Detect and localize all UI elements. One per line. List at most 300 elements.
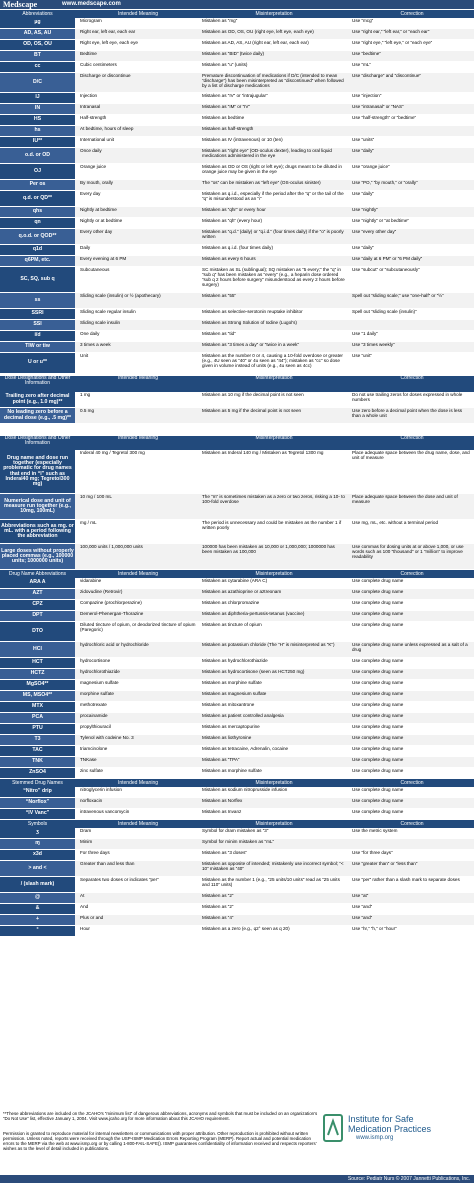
- misinterpretation-cell: Mistaken as hydrocortisone (seen as HCT250 mg): [202, 669, 305, 674]
- header-cell: Dose Designations and Other Information: [4, 375, 71, 386]
- abbreviation-cell: ZnSO4: [0, 768, 75, 778]
- abbreviation-cell: x3d: [0, 850, 75, 860]
- abbreviation-cell: “Nitro” drip: [0, 787, 75, 797]
- misinterpretation-cell: Mistaken as potassium chloride (The “H” is misinterpreted as “K”): [202, 642, 335, 647]
- table-row: [0, 839, 474, 850]
- correction-cell: Use the metric system: [352, 828, 398, 833]
- meaning-cell: Every day: [80, 191, 101, 196]
- misinterpretation-cell: Mistaken as mitoxantrone: [202, 702, 255, 707]
- ismp-url[interactable]: www.ismp.org: [356, 1135, 394, 1141]
- meaning-cell: Greater than and less than: [80, 861, 135, 866]
- table-row: [0, 293, 474, 309]
- table-row: [0, 904, 474, 915]
- misinterpretation-cell: Mistaken as “right eye” (OD-oculus dexter), leading to oral liquid medications administered in the eye: [202, 148, 332, 159]
- table-row: [0, 51, 474, 62]
- correction-cell: Spell out “sliding scale;” use “one-half” or “½”: [352, 293, 444, 298]
- correction-cell: Place adequate space between the dose and unit of measure: [352, 494, 458, 505]
- meaning-cell: Nightly at bedtime: [80, 207, 117, 212]
- correction-cell: Use complete drug name: [352, 578, 404, 583]
- table-row: [0, 29, 474, 40]
- abbreviation-cell: µg: [0, 18, 75, 28]
- header-cell: Misinterpretation: [255, 571, 293, 577]
- abbreviation-cell: o.d. or OD: [0, 148, 75, 163]
- correction-cell: Use “PO,” “by mouth,” or “orally”: [352, 180, 418, 185]
- abbreviation-cell: PCA: [0, 713, 75, 723]
- misinterpretation-cell: Mistaken as “55”: [202, 293, 236, 298]
- correction-cell: [350, 126, 474, 137]
- misinterpretation-cell: Mistaken as tincture of opium: [202, 622, 262, 627]
- header-cell: Misinterpretation: [255, 821, 293, 827]
- header-cell: Misinterpretation: [255, 780, 293, 786]
- abbreviation-cell: MS, MSO4**: [0, 691, 75, 701]
- ismp-line2: Medication Practices: [348, 1124, 432, 1134]
- correction-cell: Use “subcut” or “subcutaneously”: [352, 267, 420, 272]
- correction-cell: Use mg, mL, etc. without a terminal period: [352, 520, 439, 525]
- table-row: [0, 148, 474, 164]
- table-row: [0, 915, 474, 926]
- abbreviation-cell: HCTZ: [0, 669, 75, 679]
- table-row: [0, 578, 474, 589]
- table-row: [0, 713, 474, 724]
- meaning-cell: By mouth, orally: [80, 180, 113, 185]
- meaning-cell: 100,000 units / 1,000,000 units: [80, 544, 143, 549]
- correction-cell: Use “nightly” or “at bedtime”: [352, 218, 409, 223]
- table-row: [0, 658, 474, 669]
- misinterpretation-cell: Mistaken as chlorpromazine: [202, 600, 260, 605]
- misinterpretation-cell: Mistaken as q.i.d. (four times daily): [202, 245, 273, 250]
- footnote: **These abbreviations are included on the JCAHO’s “minimum list” of dangerous abbreviations, acronyms and symbols that must be included on an organization’s “Do Not Use” list, effective January 1, 2004. Visit www.jcaho.org for more information about this JCAHO requirement.: [3, 1111, 318, 1121]
- table-row: [0, 353, 474, 374]
- misinterpretation-cell: Mistaken as patient controlled analgesia: [202, 713, 284, 718]
- abbreviation-cell: MgSO4**: [0, 680, 75, 690]
- meaning-cell: zidovudine (Retrovir): [80, 589, 123, 594]
- meaning-cell: Plus or and: [80, 915, 104, 920]
- correction-cell: Use complete drug name: [352, 713, 404, 718]
- abbreviation-cell: No leading zero before a decimal dose (e.g., .5 mg)**: [0, 408, 75, 423]
- correction-cell: Use complete drug name: [352, 611, 404, 616]
- meaning-cell: morphine sulfate: [80, 691, 114, 696]
- correction-cell: Use complete drug name: [352, 735, 404, 740]
- abbreviation-cell: PTU: [0, 724, 75, 734]
- correction-cell: Use complete drug name: [352, 702, 404, 707]
- correction-cell: [350, 320, 474, 331]
- abbreviation-cell: IU**: [0, 137, 75, 147]
- header-cell: Correction: [400, 435, 424, 441]
- misinterpretation-cell: Mistaken as “TPA”: [202, 757, 240, 762]
- correction-cell: Use “nightly”: [352, 207, 378, 212]
- table-row: [0, 207, 474, 218]
- correction-cell: Use “mL”: [352, 62, 371, 67]
- table-row: [0, 735, 474, 746]
- meaning-cell: propylthiouracil: [80, 724, 111, 729]
- correction-cell: Use “greater than” or “less than”: [352, 861, 418, 866]
- correction-cell: Use “and”: [352, 904, 373, 909]
- correction-cell: Use complete drug name: [352, 600, 404, 605]
- misinterpretation-cell: Mistaken as azathioprine or aztreonam: [202, 589, 282, 594]
- table-row: [0, 611, 474, 622]
- misinterpretation-cell: The period is unnecessary and could be mistaken as the number 1 if written poorly: [202, 520, 342, 531]
- meaning-cell: Injection: [80, 93, 98, 98]
- site-url[interactable]: www.medscape.com: [62, 1, 121, 7]
- misinterpretation-cell: Mistaken as a zero (e.g., q2° seen as q 20): [202, 926, 290, 931]
- meaning-cell: Compazine (prochlorperazine): [80, 600, 142, 605]
- header-cell: Intended Meaning: [117, 821, 159, 827]
- misinterpretation-cell: Mistaken as bedtime: [202, 115, 245, 120]
- abbreviation-cell: HCT: [0, 658, 75, 668]
- table-row: [0, 809, 474, 820]
- correction-cell: Use “hr,” “h,” or “hour”: [352, 926, 397, 931]
- table-row: [0, 520, 474, 544]
- meaning-cell: Inderal 40 mg / Tegretol 300 mg: [80, 450, 145, 455]
- misinterpretation-cell: Mistaken as “u” (units): [202, 62, 248, 67]
- misinterpretation-cell: Mistaken as 10 mg if the decimal point is not seen: [202, 392, 304, 397]
- header-cell: Misinterpretation: [255, 435, 293, 441]
- abbreviation-cell: i/d: [0, 331, 75, 341]
- abbreviation-cell: ʒ: [0, 828, 75, 838]
- meaning-cell: Discharge or discontinue: [80, 73, 131, 78]
- header-cell: Abbreviations: [22, 11, 53, 17]
- correction-cell: Use complete drug name: [352, 809, 404, 814]
- correction-cell: Use complete drug name: [352, 724, 404, 729]
- header-cell: Symbols: [27, 821, 48, 827]
- meaning-cell: At bedtime, hours of sleep: [80, 126, 134, 131]
- header-cell: Intended Meaning: [117, 11, 159, 17]
- table-row: [0, 850, 474, 861]
- misinterpretation-cell: Mistaken as OD or OS (right or left eye); drugs meant to be diluted in orange juice may be given in the eye: [202, 164, 342, 175]
- misinterpretation-cell: Mistaken as the number 0 or 4, causing a 10-fold overdose or greater (e.g., 4U seen as “40” or 4u seen as “44”); mistaken as “cc” so dose given in volume instead of units (e.g., 4u seen as 4cc): [202, 353, 343, 369]
- misinterpretation-cell: Mistaken as “IM” or “IV”: [202, 104, 250, 109]
- misinterpretation-cell: 100000 has been mistaken as 10,000 or 1,000,000; 1000000 has been mistaken as 100,000: [202, 544, 335, 555]
- table-row: [0, 702, 474, 713]
- abbreviation-cell: HCl: [0, 642, 75, 657]
- misinterpretation-cell: Mistaken as “BID” (twice daily): [202, 51, 265, 56]
- table-row: [0, 229, 474, 245]
- header-cell: Intended Meaning: [117, 571, 159, 577]
- table-row: [0, 115, 474, 126]
- abbreviation-cell: TAC: [0, 746, 75, 756]
- permission-note: Permission is granted to reproduce material for internal newsletters or communications with proper attribution. Other reproduction is prohibited without written permission. Unless noted, reports were received through the USP-ISMP Medication Errors Reporting Program (MERP). Report actual and potential medication errors to the MERP via the web at www.ismp.org or by calling 1-800-FAIL-SAFE(). ISMP guarantees confidentiality of information received and respects reporters’ wishes as to the level of detail included in publications.: [3, 1131, 317, 1151]
- abbreviation-cell: IN: [0, 104, 75, 114]
- meaning-cell: magnesium sulfate: [80, 680, 119, 685]
- abbreviation-cell: “IV Vanc”: [0, 809, 75, 819]
- correction-cell: Use complete drug name: [352, 691, 404, 696]
- misinterpretation-cell: Mistaken as OD, OS, OU (right eye, left eye, each eye): [202, 29, 314, 34]
- header-cell: Misinterpretation: [255, 375, 293, 381]
- misinterpretation-cell: Mistaken as “3 doses”: [202, 850, 247, 855]
- meaning-cell: One daily: [80, 331, 100, 336]
- meaning-cell: Minim: [80, 839, 93, 844]
- misinterpretation-cell: Mistaken as diphtheria-pertussis-tetanus (vaccine): [202, 611, 305, 616]
- abbreviation-cell: AZT: [0, 589, 75, 599]
- abbreviation-cell: q6PM, etc.: [0, 256, 75, 266]
- correction-cell: Use “intranasal” or “NAS”: [352, 104, 404, 109]
- correction-cell: Use complete drug name unless expressed as a salt of a drug: [352, 642, 468, 653]
- meaning-cell: Nightly or at bedtime: [80, 218, 123, 223]
- table-row: [0, 787, 474, 798]
- correction-cell: Use “every other day”: [352, 229, 397, 234]
- meaning-cell: 0.5 mg: [80, 408, 95, 413]
- table-row: [0, 544, 474, 570]
- correction-cell: Use “unit”: [352, 353, 372, 358]
- abbreviation-cell: +: [0, 915, 75, 925]
- meaning-cell: For three days: [80, 850, 110, 855]
- table-header: [0, 820, 474, 828]
- misinterpretation-cell: Mistaken as cytarabine (ARA C): [202, 578, 268, 583]
- correction-cell: Use “at”: [352, 893, 369, 898]
- top-bar: [0, 0, 474, 9]
- misinterpretation-cell: Mistaken as “q.d.” (daily) or “q.i.d.” (four times daily) if the “o” is poorly written: [202, 229, 344, 240]
- misinterpretation-cell: Mistaken as “2”: [202, 904, 234, 909]
- abbreviation-cell: cc: [0, 62, 75, 72]
- header-cell: Dose Designations and Other Information: [4, 435, 71, 446]
- misinterpretation-cell: Mistaken as “4”: [202, 915, 234, 920]
- abbreviation-cell: Abbreviations such as mg. or mL. with a period following the abbreviation: [0, 520, 75, 543]
- correction-cell: Use “and”: [352, 915, 373, 920]
- abbreviation-cell: Trailing zero after decimal point (e.g., 1.0 mg)**: [0, 392, 75, 407]
- meaning-cell: hydrochloric acid or hydrochloride: [80, 642, 149, 647]
- misinterpretation-cell: The “m” is sometimes mistaken as a zero or two zeros, risking a 10- to 100-fold overdose: [202, 494, 345, 505]
- misinterpretation-cell: The “os” can be mistaken as “left eye” (OS-oculus sinister): [202, 180, 321, 185]
- table-row: [0, 256, 474, 267]
- meaning-cell: Bedtime: [80, 51, 97, 56]
- misinterpretation-cell: Mistaken as mercaptopurine: [202, 724, 260, 729]
- meaning-cell: Half-strength: [80, 115, 107, 120]
- table-row: [0, 622, 474, 642]
- meaning-cell: Demerol-Phenergan-Thorazine: [80, 611, 144, 616]
- header-cell: Stemmed Drug Names: [12, 780, 63, 786]
- abbreviation-cell: HS: [0, 115, 75, 125]
- correction-cell: Use commas for dosing units at or above 1,000, or use words such as 100 “thousand” or 1 “million” to improve readability: [352, 544, 464, 560]
- meaning-cell: And: [80, 904, 89, 909]
- correction-cell: Use “right ear,” “left ear,” or “each ear”: [352, 29, 430, 34]
- misinterpretation-cell: Mistaken as sodium nitroprusside infusion: [202, 787, 288, 792]
- abbreviation-cell: ss: [0, 293, 75, 308]
- meaning-cell: International unit: [80, 137, 114, 142]
- misinterpretation-cell: Mistaken as opposite of intended; mistakenly use incorrect symbol; “< 10” mistaken as “40”: [202, 861, 344, 872]
- meaning-cell: Sliding scale insulin: [80, 320, 121, 325]
- table-row: [0, 104, 474, 115]
- meaning-cell: Separates two doses or indicates “per”: [80, 877, 159, 882]
- meaning-cell: Daily: [80, 245, 91, 250]
- misinterpretation-cell: Mistaken as q.i.d., especially if the period after the “q” or the tail of the “q” is misunderstood as an “i”: [202, 191, 344, 202]
- misinterpretation-cell: Premature discontinuation of medications if D/C (intended to mean “discharge”) has been misinterpreted as “discontinued” when followed by a list of discharge medications: [202, 73, 344, 89]
- table-row: [0, 191, 474, 207]
- correction-cell: Use complete drug name: [352, 680, 404, 685]
- table-row: [0, 877, 474, 893]
- table-row: [0, 62, 474, 73]
- meaning-cell: At: [80, 893, 85, 898]
- abbreviation-cell: OJ: [0, 164, 75, 179]
- table-row: [0, 320, 474, 331]
- table-row: [0, 861, 474, 877]
- abbreviation-cell: BT: [0, 51, 75, 61]
- table-row: [0, 218, 474, 229]
- abbreviation-cell: ARA A: [0, 578, 75, 588]
- misinterpretation-cell: Symbol for minim mistaken as “mL”: [202, 839, 274, 844]
- table-row: [0, 73, 474, 93]
- misinterpretation-cell: Mistaken as hydrochlorothiazide: [202, 658, 268, 663]
- table-row: [0, 137, 474, 148]
- abbreviation-cell: °: [0, 926, 75, 936]
- table-row: [0, 126, 474, 137]
- meaning-cell: 10 mg / 100 mL: [80, 494, 112, 499]
- correction-cell: Use complete drug name: [352, 746, 404, 751]
- correction-cell: Spell out “sliding scale (insulin)”: [352, 309, 417, 314]
- table-header: [0, 436, 474, 450]
- abbreviation-cell: “Norflox”: [0, 798, 75, 808]
- meaning-cell: mg / mL: [80, 520, 97, 525]
- meaning-cell: Orange juice: [80, 164, 107, 169]
- abbreviation-cell: qhs: [0, 207, 75, 217]
- misinterpretation-cell: Mistaken as Inderal 140 mg / Mistaken as Tegretol 1300 mg: [202, 450, 324, 455]
- meaning-cell: triamcinolone: [80, 746, 108, 751]
- correction-cell: [350, 839, 474, 850]
- meaning-cell: Every other day: [80, 229, 113, 234]
- abbreviation-cell: DPT: [0, 611, 75, 621]
- ismp-emblem-icon: [322, 1113, 344, 1143]
- abbreviation-cell: U or u**: [0, 353, 75, 373]
- table-row: [0, 757, 474, 768]
- meaning-cell: hydrochlorothiazide: [80, 669, 120, 674]
- meaning-cell: intravenous vancomycin: [80, 809, 130, 814]
- meaning-cell: hydrocortisone: [80, 658, 111, 663]
- meaning-cell: zinc sulfate: [80, 768, 103, 773]
- correction-cell: Use “daily”: [352, 148, 374, 153]
- abbreviation-cell: Drug name and dose run together (especially problematic for drug names that end in “l” such as Inderal40 mg; Tegretol300 mg): [0, 450, 75, 493]
- meaning-cell: TNKase: [80, 757, 97, 762]
- misinterpretation-cell: Mistaken as the number 1 (e.g., “25 units/10 units” read as “25 units and 110” units): [202, 877, 340, 888]
- table-row: [0, 18, 474, 29]
- source-bar: Source: Pediatr Nurs © 2007 Jannetti Publications, Inc.: [0, 1175, 474, 1183]
- misinterpretation-cell: Mistaken as morphine sulfate: [202, 768, 262, 773]
- meaning-cell: Tylenol with codeine No. 3: [80, 735, 134, 740]
- abbreviation-cell: TNK: [0, 757, 75, 767]
- abbreviation-cell: AD, AS, AU: [0, 29, 75, 39]
- correction-cell: Use complete drug name: [352, 757, 404, 762]
- misinterpretation-cell: Mistaken as “qhr” or every hour: [202, 207, 266, 212]
- misinterpretation-cell: Mistaken as Strong Solution of Iodine (Lugol’s): [202, 320, 297, 325]
- meaning-cell: Right eye, left eye, each eye: [80, 40, 138, 45]
- table-row: [0, 180, 474, 191]
- table-header: [0, 570, 474, 578]
- misinterpretation-cell: Mistaken as IV (intravenous) or 10 (ten): [202, 137, 283, 142]
- meaning-cell: Intranasal: [80, 104, 101, 109]
- misinterpretation-cell: Mistaken as “IV” or “intrajugular”: [202, 93, 268, 98]
- misinterpretation-cell: Mistaken as 5 mg if the decimal point is not seen: [202, 408, 302, 413]
- table-row: [0, 494, 474, 520]
- misinterpretation-cell: Mistaken as morphine sulfate: [202, 680, 262, 685]
- correction-cell: Use “discharge” and “discontinue”: [352, 73, 421, 78]
- table-row: [0, 245, 474, 256]
- abbreviation-cell: Numerical dose and unit of measure run together (e.g., 10mg, 100mL): [0, 494, 75, 519]
- abbreviation-cell: > and <: [0, 861, 75, 876]
- correction-cell: Use “units”: [352, 137, 375, 142]
- header-cell: Drug Name Abbreviations: [9, 571, 66, 577]
- meaning-cell: Sliding scale (insulin) or ½ (apothecary): [80, 293, 161, 298]
- abbreviation-cell: CPZ: [0, 600, 75, 610]
- correction-cell: Use “daily at 6 PM” or “6 PM daily”: [352, 256, 423, 261]
- meaning-cell: Dram: [80, 828, 92, 833]
- misinterpretation-cell: Mistaken as “tid”: [202, 331, 236, 336]
- misinterpretation-cell: Mistaken as liothyronine: [202, 735, 252, 740]
- correction-cell: Use “daily”: [352, 245, 374, 250]
- meaning-cell: Microgram: [80, 18, 102, 23]
- table-row: [0, 642, 474, 658]
- misinterpretation-cell: Mistaken as magnesium sulfate: [202, 691, 267, 696]
- meaning-cell: Hour: [80, 926, 90, 931]
- meaning-cell: Subcutaneous: [80, 267, 110, 272]
- table-row: [0, 926, 474, 937]
- abbreviation-cell: Large doses without properly placed commas (e.g., 100000 units; 1000000 units): [0, 544, 75, 569]
- header-cell: Misinterpretation: [255, 11, 293, 17]
- table-row: [0, 589, 474, 600]
- misinterpretation-cell: Mistaken as half-strength: [202, 126, 254, 131]
- table-header: [0, 779, 474, 787]
- meaning-cell: procainamide: [80, 713, 108, 718]
- table-header: [0, 10, 474, 18]
- abbreviation-cell: qn: [0, 218, 75, 228]
- correction-cell: Use complete drug name: [352, 589, 404, 594]
- misinterpretation-cell: Mistaken as “3 times a day” or “twice in a week”: [202, 342, 300, 347]
- correction-cell: Use “injection”: [352, 93, 382, 98]
- meaning-cell: Cubic centimeters: [80, 62, 117, 67]
- abbreviation-cell: OD, OS, OU: [0, 40, 75, 50]
- table-row: [0, 680, 474, 691]
- abbreviation-cell: @: [0, 893, 75, 903]
- table-row: [0, 600, 474, 611]
- correction-cell: Use “1 daily”: [352, 331, 378, 336]
- table-row: [0, 798, 474, 809]
- misinterpretation-cell: Mistaken as selective-serotonin reuptake inhibitor: [202, 309, 303, 314]
- abbreviation-cell: IJ: [0, 93, 75, 103]
- misinterpretation-cell: Mistaken as AD, AS, AU (right ear, left ear, each ear): [202, 40, 309, 45]
- header-cell: Intended Meaning: [117, 435, 159, 441]
- table-row: [0, 93, 474, 104]
- abbreviation-cell: q1d: [0, 245, 75, 255]
- correction-cell: Use “3 times weekly”: [352, 342, 395, 347]
- correction-cell: Use complete drug name: [352, 658, 404, 663]
- table-row: [0, 893, 474, 904]
- table-row: [0, 828, 474, 839]
- correction-cell: Use “right eye,” “left eye,” or “each eye”: [352, 40, 433, 45]
- abbreviation-cell: ɱ: [0, 839, 75, 849]
- misinterpretation-cell: Mistaken as “mg”: [202, 18, 238, 23]
- correction-cell: Use complete drug name: [352, 622, 404, 627]
- misinterpretation-cell: Mistaken as Invanz: [202, 809, 242, 814]
- header-cell: Correction: [400, 780, 424, 786]
- table-row: [0, 342, 474, 353]
- table-row: [0, 392, 474, 408]
- meaning-cell: Unit: [80, 353, 89, 358]
- table-row: [0, 450, 474, 494]
- correction-cell: Place adequate space between the drug name, dose, and unit of measure: [352, 450, 470, 461]
- header-cell: Intended Meaning: [117, 780, 159, 786]
- misinterpretation-cell: Mistaken as “2”: [202, 893, 234, 898]
- correction-cell: Do not use trailing zeros for doses expressed in whole numbers: [352, 392, 463, 403]
- meaning-cell: norfloxacin: [80, 798, 103, 803]
- table-row: [0, 164, 474, 180]
- correction-cell: Use complete drug name: [352, 787, 404, 792]
- header-cell: Intended Meaning: [117, 375, 159, 381]
- correction-cell: Use “mcg”: [352, 18, 374, 23]
- table-row: [0, 267, 474, 293]
- table-row: [0, 408, 474, 424]
- header-cell: Correction: [400, 821, 424, 827]
- header-cell: Correction: [400, 571, 424, 577]
- correction-cell: Use “bedtime”: [352, 51, 381, 56]
- meaning-cell: Once daily: [80, 148, 102, 153]
- abbreviation-cell: SSI: [0, 320, 75, 330]
